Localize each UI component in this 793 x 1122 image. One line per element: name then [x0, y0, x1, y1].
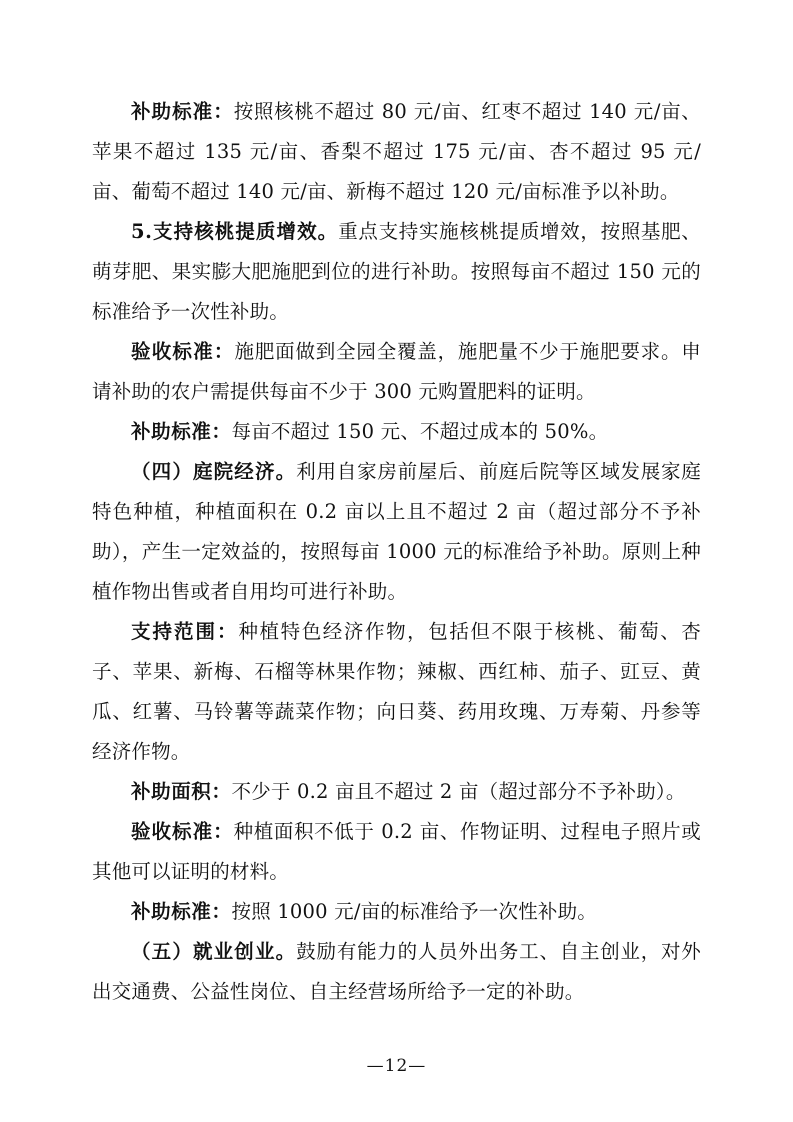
- paragraph-text: 鼓励有能力的人员外出务工、自主创业，对外出交通费、公益性岗位、自主经营场所给予一定的补助。: [92, 940, 701, 1003]
- page-number: —12—: [366, 1056, 427, 1076]
- paragraph-text: 每亩不超过 150 元、不超过成本的 50%。: [231, 420, 609, 443]
- paragraph-subsidy-standard-1: [92, 92, 701, 212]
- paragraph-text: 重点支持实施核桃提质增效，按照基肥、萌芽肥、果实膨大肥施肥到位的进行补助。按照每亩不超过 150 元的标准给予一次性补助。: [92, 220, 701, 323]
- paragraph-text: 不少于 0.2 亩且不超过 2 亩（超过部分不予补助）。: [231, 780, 686, 803]
- paragraph-subsidy-area: [92, 772, 701, 812]
- paragraph-section-5-employment: [92, 932, 701, 1012]
- paragraph-text: 种植特色经济作物，包括但不限于核桃、葡萄、杏子、苹果、新梅、石榴等林果作物；辣椒、西红柿、茄子、豇豆、黄瓜、红薯、马铃薯等蔬菜作物；向日葵、药用玫瑰、万寿菊、丹参等经济作物。: [92, 620, 701, 763]
- paragraph-support-scope: [92, 612, 701, 772]
- paragraph-acceptance-standard-1: [92, 332, 701, 412]
- paragraph-acceptance-standard-2: [92, 812, 701, 892]
- paragraph-text: 按照核桃不超过 80 元/亩、红枣不超过 140 元/亩、苹果不超过 135 元/亩、香梨不超过 175 元/亩、杏不超过 95 元/亩、葡萄不超过 140 元/亩、新梅不超过 120 元/亩标准予以补助。: [92, 100, 701, 203]
- paragraph-text: 利用自家房前屋后、前庭后院等区域发展家庭特色种植，种植面积在 0.2 亩以上且不超过 2 亩（超过部分不予补助），产生一定效益的，按照每亩 1000 元的标准给予补助。原则上种植作物出售或者自用均可进行补助。: [92, 460, 701, 603]
- paragraph-section-4-courtyard: [92, 452, 701, 612]
- paragraph-item-5-walnut: [92, 212, 701, 332]
- paragraph-lead: 补助标准：: [131, 420, 232, 443]
- paragraph-lead: （四）庭院经济。: [131, 460, 297, 483]
- paragraph-lead: 支持范围：: [131, 620, 239, 643]
- paragraph-text: 按照 1000 元/亩的标准给予一次性补助。: [231, 900, 598, 923]
- paragraph-lead: 补助面积：: [131, 780, 232, 803]
- paragraph-subsidy-standard-2: [92, 412, 701, 452]
- paragraph-lead: 5.支持核桃提质增效。: [131, 220, 339, 243]
- paragraph-lead: 补助标准：: [131, 100, 234, 123]
- document-body: [92, 92, 701, 1012]
- paragraph-lead: （五）就业创业。: [131, 940, 297, 963]
- paragraph-lead: 验收标准：: [131, 820, 234, 843]
- paragraph-subsidy-standard-3: [92, 892, 701, 932]
- paragraph-lead: 补助标准：: [131, 900, 232, 923]
- paragraph-text: 施肥面做到全园全覆盖，施肥量不少于施肥要求。申请补助的农户需提供每亩不少于 300 元购置肥料的证明。: [92, 340, 701, 403]
- paragraph-lead: 验收标准：: [131, 340, 235, 363]
- paragraph-text: 种植面积不低于 0.2 亩、作物证明、过程电子照片或其他可以证明的材料。: [92, 820, 701, 883]
